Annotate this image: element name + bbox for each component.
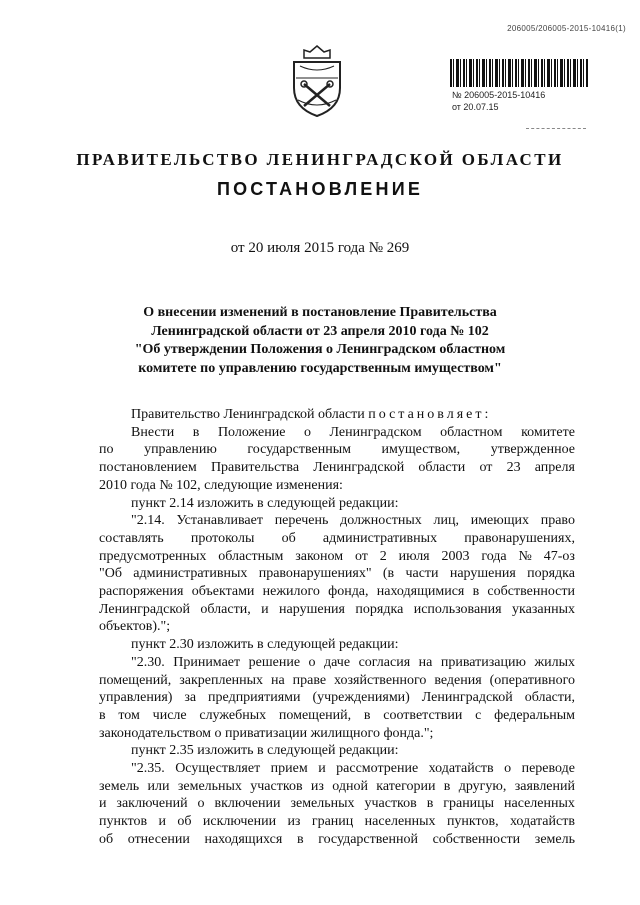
word: и (99, 796, 107, 812)
word: служебных (199, 707, 267, 723)
word: помещений, (278, 707, 352, 723)
word: ходатайств (428, 761, 494, 777)
word: областном (440, 424, 503, 440)
document-date-number: от 20 июля 2015 года № 269 (230, 240, 410, 256)
paragraph-line (99, 601, 575, 619)
paragraph-line: пункт 2.14 изложить в следующей редакции: (131, 495, 399, 511)
paragraph-line: объектов)."; (99, 619, 171, 635)
word: области (418, 460, 466, 476)
word: имуществом, (381, 442, 461, 458)
word: одной (332, 778, 368, 794)
word: праве (292, 672, 327, 688)
word: земельных (177, 778, 242, 794)
word: жилых (534, 654, 575, 670)
word: заявлений (514, 778, 575, 794)
enacting-word: постановляет: (368, 407, 492, 422)
word: правонарушениях, (464, 530, 575, 546)
word: в (426, 796, 434, 812)
word: ведения (434, 672, 482, 688)
word: о (197, 796, 205, 812)
word: земель (534, 831, 575, 847)
word: постановлением (99, 460, 197, 476)
enacting-clause (99, 406, 575, 424)
word: части (405, 566, 439, 582)
word: Ленинградской (313, 460, 405, 476)
word: находящимися (376, 584, 465, 600)
word: помещений, (99, 672, 172, 688)
word: Ленинградском (329, 424, 422, 440)
paragraph-line (99, 583, 575, 601)
subject-line: комитете по управлению государственным имуществом" (138, 360, 502, 376)
paragraph-line (99, 512, 575, 530)
document-type: ПОСТАНОВЛЕНИЕ (216, 179, 424, 199)
word: Осуществляет (175, 761, 261, 777)
word: право (540, 513, 575, 529)
word: категории (376, 778, 436, 794)
word: закрепленных (179, 672, 264, 688)
barcode (450, 59, 588, 87)
word: предусмотренных (99, 548, 207, 564)
word: правонарушениях" (258, 566, 372, 582)
word: (в (382, 566, 395, 582)
word: областным (218, 548, 284, 564)
word: управления) (99, 690, 173, 706)
paragraph-line (99, 672, 575, 690)
registration-number: № 206005-2015-10416 (452, 90, 546, 100)
word: года (481, 548, 507, 564)
word: согласия (358, 654, 411, 670)
word: даче (324, 654, 351, 670)
paragraph-line: пункт 2.30 изложить в следующей редакции: (131, 637, 399, 653)
word: населенных (364, 814, 436, 830)
word: в (472, 584, 480, 600)
word: исключении (202, 814, 277, 830)
paragraph-line: пункт 2.35 изложить в следующей редакции: (131, 743, 399, 759)
word: Положение (217, 424, 286, 440)
word: (учреждениями) (312, 690, 410, 706)
word: комитете (521, 424, 575, 440)
word: перечень (274, 513, 329, 529)
word: должностных (340, 513, 422, 529)
subject-line: "Об утверждении Положения о Ленинградском областном (134, 342, 506, 357)
word: Внести (131, 424, 175, 440)
word: соответствии (383, 707, 463, 723)
word: (оперативного (489, 672, 575, 688)
word: земельных (290, 796, 355, 812)
word: апреля (534, 460, 575, 476)
word: рассмотрение (336, 761, 419, 777)
word: или (147, 778, 170, 794)
word: в (192, 424, 200, 440)
word: в (443, 778, 451, 794)
word: границы (443, 796, 495, 812)
registration-date: от 20.07.15 (452, 102, 499, 112)
word: и (158, 814, 167, 830)
word: порядка (527, 566, 575, 582)
word: нежилого (262, 584, 320, 600)
word: нарушения (279, 601, 345, 617)
paragraph-line (99, 778, 575, 796)
word: прием (270, 761, 308, 777)
word: Правительства (210, 460, 300, 476)
word: включении (214, 796, 281, 812)
paragraph-line (99, 831, 575, 849)
word: о (308, 654, 316, 670)
word: июля (398, 548, 430, 564)
word: об (177, 814, 192, 830)
word: "2.30. (131, 654, 165, 670)
word: использования (413, 601, 502, 617)
enacting-lead: Правительство Ленинградской области (131, 407, 365, 422)
word: 2 (379, 548, 387, 564)
word: на (271, 672, 285, 688)
word: хозяйственного (334, 672, 427, 688)
word: области, (524, 690, 575, 706)
paragraph-line (99, 760, 575, 778)
word: отнесении (127, 831, 190, 847)
word: за (184, 690, 197, 706)
word: решение (248, 654, 301, 670)
word: государственной (318, 831, 418, 847)
word: заключений (116, 796, 188, 812)
paragraph-line (99, 654, 575, 672)
word: административных (133, 566, 248, 582)
coat-of-arms-icon (286, 44, 348, 118)
document-subject (90, 304, 550, 378)
word: имеющих (470, 513, 529, 529)
paragraph-line (99, 689, 575, 707)
word: от (354, 548, 368, 564)
word: участков (250, 778, 303, 794)
paragraph-line (99, 459, 575, 477)
paragraph-line (99, 565, 575, 583)
word: законом (295, 548, 344, 564)
subject-line: Ленинградской области от 23 апреля 2010 года № 102 (151, 323, 489, 339)
word: объектами (191, 584, 255, 600)
word: распоряжения (99, 584, 184, 600)
paragraph-line: 2010 года № 102, следующие изменения: (99, 477, 343, 493)
word: протоколы (190, 530, 255, 546)
paragraph-line (99, 707, 575, 725)
word: № (518, 548, 532, 564)
paragraph-line (99, 424, 575, 442)
word: указанных (512, 601, 575, 617)
word: нарушения (449, 566, 516, 582)
word: об (281, 530, 296, 546)
word: и (318, 761, 326, 777)
word: и (261, 601, 269, 617)
word: 2003 (441, 548, 470, 564)
word: от (479, 460, 493, 476)
paragraph-line (99, 548, 575, 566)
document-body (99, 406, 575, 849)
word: административных (322, 530, 438, 546)
word: из (287, 814, 301, 830)
word: на (418, 654, 433, 670)
word: с (475, 707, 482, 723)
word: о (504, 761, 512, 777)
word: порядка (355, 601, 404, 617)
word: находящихся (204, 831, 283, 847)
word: 47-оз (543, 548, 575, 564)
word: об (99, 831, 114, 847)
document-reference-code: 206005/206005-2015-10416(1) (507, 24, 626, 33)
word: ходатайств (509, 814, 575, 830)
word: лиц, (433, 513, 459, 529)
paragraph-line (99, 813, 575, 831)
word: собственности (432, 831, 521, 847)
paragraph-line (99, 441, 575, 459)
word: населенных (504, 796, 575, 812)
word: собственности (487, 584, 575, 600)
word: "2.35. (131, 761, 165, 777)
word: в (99, 707, 106, 723)
word: числе (152, 707, 187, 723)
word: федеральным (494, 707, 575, 723)
word: утвержденное (490, 442, 575, 458)
paragraph-line: законодательством о приватизации жилищного фонда."; (99, 725, 434, 741)
word: переводе (521, 761, 575, 777)
word: по (99, 442, 114, 458)
word: из (310, 778, 324, 794)
word: другую, (458, 778, 507, 794)
word: том (118, 707, 140, 723)
word: в (296, 831, 304, 847)
word: управлению (144, 442, 217, 458)
subject-line: О внесении изменений в постановление Правительства (143, 305, 497, 320)
word: "2.14. (131, 513, 165, 529)
word: области, (200, 601, 251, 617)
word: 23 (506, 460, 521, 476)
word: приватизацию (440, 654, 526, 670)
word: границ (311, 814, 354, 830)
word: государственным (247, 442, 351, 458)
word: "Об (99, 566, 122, 582)
word: участков (364, 796, 417, 812)
word: фонда, (328, 584, 369, 600)
government-title: ПРАВИТЕЛЬСТВО ЛЕНИНГРАДСКОЙ ОБЛАСТИ (76, 150, 564, 169)
word: пунктов, (446, 814, 499, 830)
word: пунктов (99, 814, 148, 830)
word: предприятиями (208, 690, 301, 706)
word: Устанавливает (176, 513, 263, 529)
word: Ленинградской (99, 601, 190, 617)
dashed-divider (526, 128, 586, 129)
word: составлять (99, 530, 164, 546)
paragraph-line (99, 530, 575, 548)
word: о (303, 424, 311, 440)
word: земель (99, 778, 140, 794)
word: Ленинградской (421, 690, 513, 706)
paragraph-line (99, 795, 575, 813)
word: Принимает (173, 654, 241, 670)
word: в (363, 707, 371, 723)
